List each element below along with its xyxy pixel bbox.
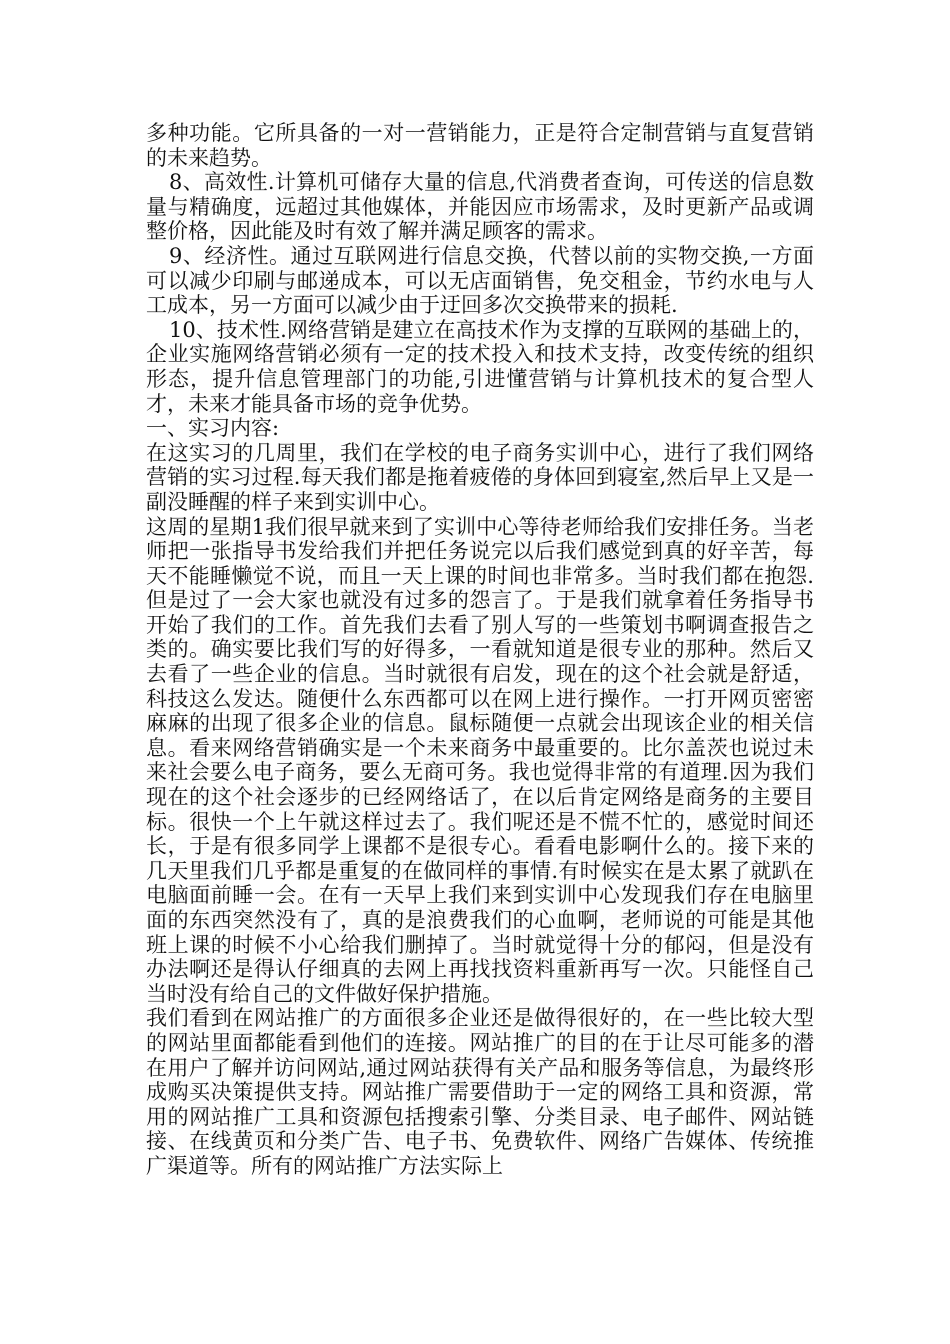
paragraph-website-promotion: 我们看到在网站推广的方面很多企业还是做得很好的，在一些比较大型的网站里面都能看到他们的连接。网站推广的目的在于让尽可能多的潜在用户了解并访问网站,通过网站获得有关产品和服务等信息，为最终形成购买决策提供支持。网站推广需要借助于一定的网络工具和资源，常用的网站推广工具和资源包括搜索引擎、分类目录、电子邮件、网站链接、在线黄页和分类广告、电子书、免费软件、网络广告媒体、传统推广渠道等。所有的网站推广方法实际上 <box>146 1006 814 1178</box>
section-heading-internship-content: 一、实习内容: <box>146 416 280 441</box>
document-body <box>146 121 814 1179</box>
paragraph-efficiency: 8、高效性.计算机可储存大量的信息,代消费者查询，可传送的信息数量与精确度，远超过其他媒体，并能因应市场需求，及时更新产品或调整价格，因此能及时有效了解并满足顾客的需求。 <box>146 170 814 244</box>
paragraph-economy: 9、经济性。通过互联网进行信息交换，代替以前的实物交换,一方面可以减少印刷与邮递成本，可以无店面销售，免交租金，节约水电与人工成本，另一方面可以减少由于迂回多次交换带来的损耗. <box>146 243 814 318</box>
paragraph-week-narrative: 这周的星期1我们很早就来到了实训中心等待老师给我们安排任务。当老师把一张指导书发给我们并把任务说完以后我们感觉到真的好辛苦，每天不能睡懒觉不说，而且一天上课的时间也非常多。当时我们都在抱怨.但是过了一会大家也就没有过多的怨言了。于是我们就拿着任务指导书开始了我们的工作。首先我们去看了别人写的一些策划书啊调查报告之类的。确实要比我们写的好得多，一看就知道是很专业的那种。然后又去看了一些企业的信息。当时就很有启发，现在的这个社会就是舒适，科技这么发达。随便什么东西都可以在网上进行操作。一打开网页密密麻麻的出现了很多企业的信息。鼠标随便一点就会出现该企业的相关信息。看来网络营销确实是一个未来商务中最重要的。比尔盖茨也说过未来社会要么电子商务，要么无商可务。我也觉得非常的有道理.因为我们现在的这个社会逐步的已经网络话了，在以后肯定网络是商务的主要目标。很快一个上午就这样过去了。我们呢还是不慌不忙的，感觉时间还长，于是有很多同学上课都不是很专心。看看电影啊什么的。接下来的几天里我们几乎都是重复的在做同样的事情.有时候实在是太累了就趴在电脑面前睡一会。在有一天早上我们来到实训中心发现我们存在电脑里面的东西突然没有了，真的是浪费我们的心血啊，老师说的可能是其他班上课的时候不小心给我们删掉了。当时就觉得十分的郁闷，但是没有办法啊还是得认仔细真的去网上再找找资料重新再写一次。只能怪自己当时没有给自己的文件做好保护措施。 <box>146 514 814 1006</box>
paragraph-intro-continuation: 多种功能。它所具备的一对一营销能力，正是符合定制营销与直复营销的未来趋势。 <box>146 121 814 170</box>
paragraph-technology: 10、技术性.网络营销是建立在高技术作为支撑的互联网的基础上的，企业实施网络营销必须有一定的技术投入和技术支持，改变传统的组织形态，提升信息管理部门的功能,引进懂营销与计算机技术的复合型人才，未来才能具备市场的竞争优势。 <box>146 317 814 416</box>
paragraph-internship-weeks: 在这实习的几周里，我们在学校的电子商务实训中心，进行了我们网络营销的实习过程.每天我们都是拖着疲倦的身体回到寝室,然后早上又是一副没睡醒的样子来到实训中心。 <box>146 440 814 514</box>
